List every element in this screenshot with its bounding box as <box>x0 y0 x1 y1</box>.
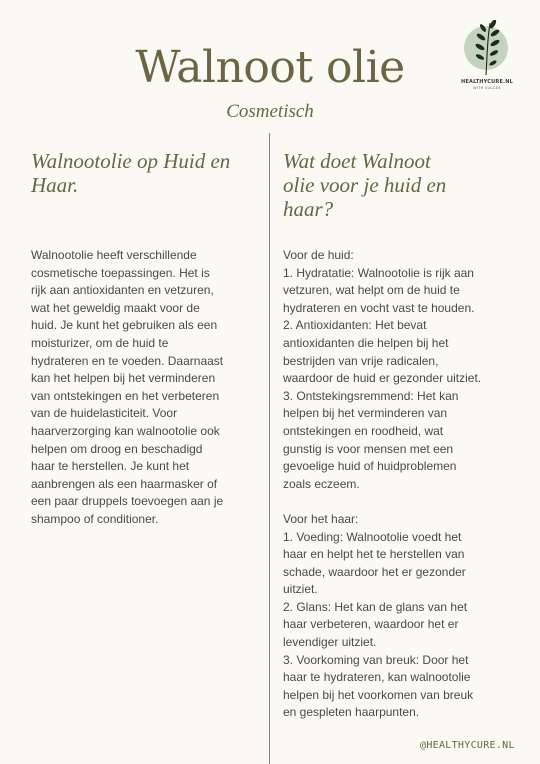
page-subtitle: Cosmetisch <box>226 101 314 122</box>
left-column-text: Walnootolie heeft verschillende cosmetische toepassingen. Het is rijk aan antioxidanten en vetzuren, wat het geweldig maakt voor de huid. Je kunt het gebruiken als een moisturizer, om de huid te hydrateren en te voeden. Daarnaast kan het helpen bij het verminderen van ontstekingen en het verbeteren van de huidelasticiteit. Voor haarverzorging kan walnootolie ook helpen om droog en beschadigd haar te herstellen. Je kunt het aanbrengen als een haarmasker of een paar druppels toevoegen aan je shampoo of conditioner. <box>31 248 224 526</box>
brand-logo <box>461 20 513 100</box>
right-column-text: Voor de huid: 1. Hydratatie: Walnootolie is rijk aan vetzuren, wat helpt om de huid te hydrateren en vocht vast te houden. 2. Antioxidanten: Het bevat antioxidanten die helpen bij het bestrijden van vrije radicalen, waardoor de huid er gezonder uitziet. 3. Ontstekingsremmend: Het kan helpen bij het verminderen van ontstekingen en roodheid, wat gunstig is voor mensen met een gevoelige huid of huidproblemen zoals eczeem. Voor het haar: 1. Voeding: Walnootolie voedt het haar en helpt het te herstellen van schade, waardoor het er gezonder uitziet. 2. Glans: Het kan de glans van het haar verbeteren, waardoor het er levendiger uitziet. 3. Voorkoming van breuk: Door het haar te hydrateren, kan walnootolie helpen bij het voorkomen van breuk en gespleten haarpunten. <box>283 248 482 720</box>
olive-branch-icon <box>470 20 504 76</box>
social-handle: @HEALTHYCURE.NL <box>420 740 515 751</box>
left-column-heading: Walnootolie op Huid en Haar. <box>31 149 231 197</box>
page-title: Walnoot olie <box>135 42 405 93</box>
logo-name: HEALTHYCURE.NL <box>461 79 513 85</box>
logo-tagline: WITH SUCCES <box>473 86 501 90</box>
right-column-heading: Wat doet Walnoot olie voor je huid en haar? <box>283 149 447 221</box>
column-divider <box>269 133 270 764</box>
